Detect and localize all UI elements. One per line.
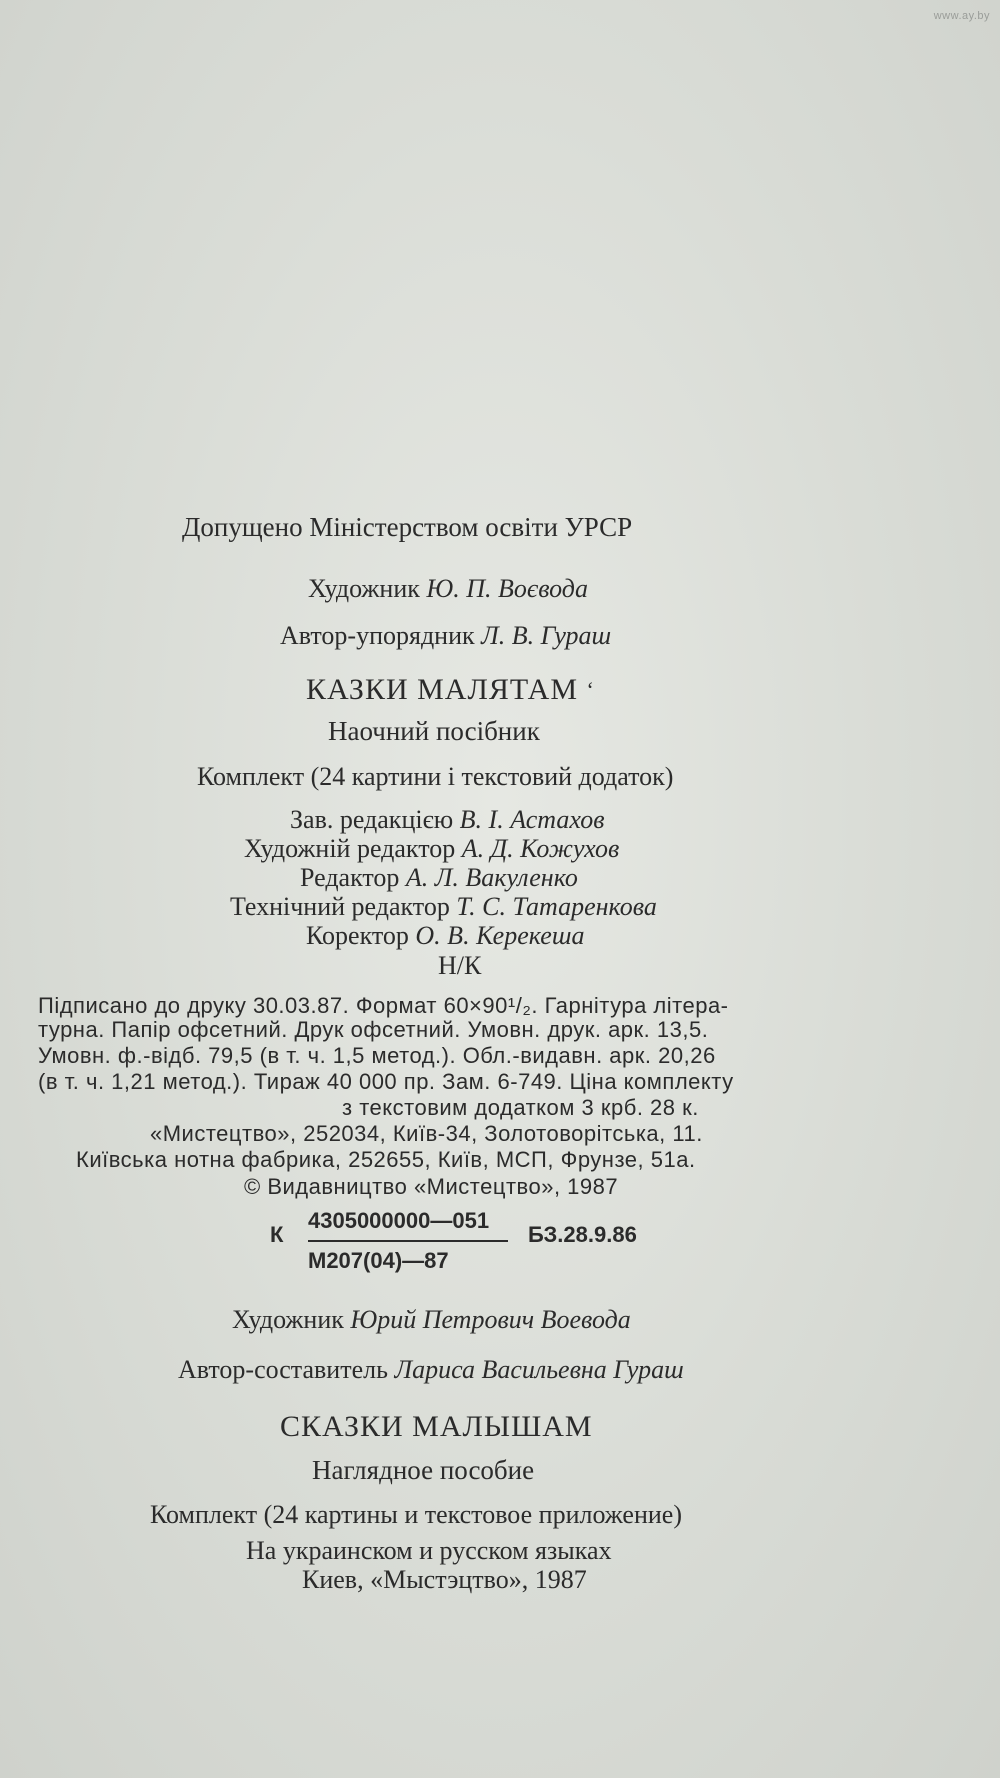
staff-name: А. Д. Кожухов xyxy=(461,834,620,863)
imprint-line-4: (в т. ч. 1,21 метод.). Тираж 40 000 пр. Зам. 6-749. Ціна комплекту xyxy=(38,1069,734,1094)
place-ru: Киев, «Мыстэцтво», 1987 xyxy=(302,1565,587,1594)
staff-line-3 xyxy=(300,863,578,893)
code-k: К xyxy=(270,1222,284,1247)
code-bz: БЗ.28.9.86 xyxy=(528,1222,637,1247)
title-ua xyxy=(306,675,595,705)
compiler-name-ru: Лариса Васильевна Гураш xyxy=(394,1355,684,1384)
subtitle-ua: Наочний посібник xyxy=(328,716,540,746)
staff-name: Т. С. Татаренкова xyxy=(456,892,657,921)
subtitle-ru: Наглядное пособие xyxy=(312,1455,535,1485)
artist-label: Художник xyxy=(308,574,420,603)
set-ru: Комплект (24 картины и текстовое приложение) xyxy=(150,1500,682,1529)
compiler-label: Автор-упорядник xyxy=(280,621,475,650)
staff-role: Зав. редакцією xyxy=(290,805,454,834)
staff-line-5 xyxy=(306,921,584,951)
imprint-line-3: Умовн. ф.-відб. 79,5 (в т. ч. 1,5 метод.). Обл.-видавн. арк. 20,26 xyxy=(38,1043,716,1068)
title-ua-mark: ‘ xyxy=(586,677,595,702)
imprint-line-6: «Мистецтво», 252034, Київ-34, Золотоворітська, 11. xyxy=(150,1121,703,1146)
staff-role: Художній редактор xyxy=(244,834,456,863)
code-denominator: М207(04)—87 xyxy=(308,1248,449,1273)
imprint-line-8: © Видавництво «Мистецтво», 1987 xyxy=(244,1174,619,1199)
staff-line-1 xyxy=(290,805,605,835)
code-fraction xyxy=(308,1208,508,1274)
compiler-line xyxy=(280,621,611,651)
title-ua-text: КАЗКИ МАЛЯТАМ xyxy=(306,673,578,706)
staff-role: Коректор xyxy=(306,921,409,950)
artist-name-ru: Юрий Петрович Воевода xyxy=(350,1305,631,1334)
approval-line: Допущено Міністерством освіти УРСР xyxy=(182,512,633,542)
compiler-name: Л. В. Гураш xyxy=(481,621,612,650)
watermark: www.ay.by xyxy=(933,10,990,22)
staff-name: А. Л. Вакуленко xyxy=(405,863,578,892)
artist-line-ru xyxy=(232,1305,631,1335)
nk-mark: Н/К xyxy=(438,951,482,980)
imprint-line-5: з текстовим додатком 3 крб. 28 к. xyxy=(342,1095,699,1120)
staff-role: Редактор xyxy=(300,863,400,892)
code-numerator: 4305000000—051 xyxy=(308,1208,490,1233)
artist-name: Ю. П. Воєвода xyxy=(426,574,588,603)
staff-line-2 xyxy=(244,834,619,864)
staff-name: В. І. Астахов xyxy=(459,805,605,834)
title-ru: СКАЗКИ МАЛЫШАМ xyxy=(280,1410,593,1443)
staff-name: О. В. Керекеша xyxy=(415,921,585,950)
artist-label-ru: Художник xyxy=(232,1305,344,1334)
imprint-line-2: турна. Папір офсетний. Друк офсетний. Умовн. друк. арк. 13,5. xyxy=(38,1017,709,1042)
artist-line xyxy=(308,574,588,604)
staff-line-4 xyxy=(230,892,657,922)
compiler-label-ru: Автор-составитель xyxy=(178,1355,388,1384)
imprint-line-1: Підписано до друку 30.03.87. Формат 60×90¹/₂. Гарнітура літера- xyxy=(38,993,729,1018)
compiler-line-ru xyxy=(178,1355,684,1385)
set-ua: Комплект (24 картини і текстовий додаток) xyxy=(197,762,674,791)
staff-role: Технічний редактор xyxy=(230,892,450,921)
imprint-line-7: Київська нотна фабрика, 252655, Київ, МСП, Фрунзе, 51а. xyxy=(76,1147,696,1172)
languages-ru: На украинском и русском языках xyxy=(246,1536,612,1565)
